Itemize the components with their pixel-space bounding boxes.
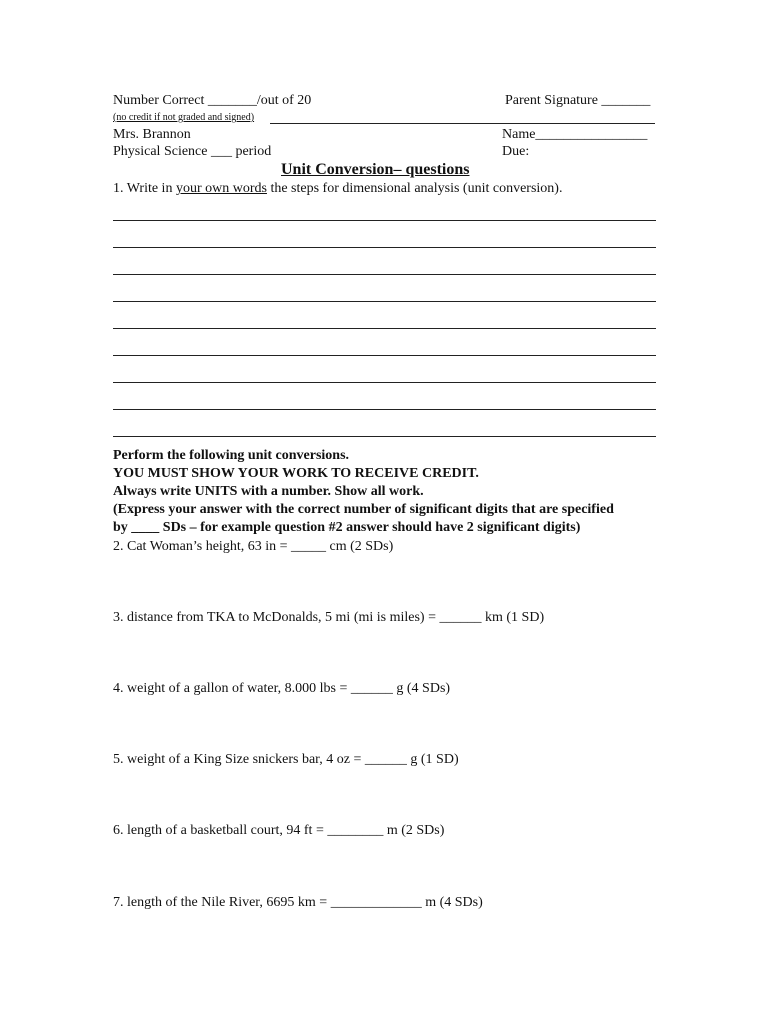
question-4: 4. weight of a gallon of water, 8.000 lbs = ______ g (4 SDs): [113, 681, 451, 696]
answer-line: [113, 382, 656, 383]
answer-line: [113, 247, 656, 248]
class-period: Physical Science ___ period: [113, 144, 272, 159]
answer-line: [113, 409, 656, 410]
question-6: 6. length of a basketball court, 94 ft = ________ m (2 SDs): [113, 823, 445, 838]
no-credit-note: (no credit if not graded and signed): [113, 112, 255, 123]
due-label: Due:: [502, 144, 530, 159]
question-5: 5. weight of a King Size snickers bar, 4 oz = ______ g (1 SD): [113, 752, 459, 767]
teacher-name: Mrs. Brannon: [113, 127, 191, 142]
question-7: 7. length of the Nile River, 6695 km = _____________ m (4 SDs): [113, 895, 483, 910]
page-title: Unit Conversion– questions: [281, 161, 470, 178]
parent-signature-label: Parent Signature _______: [505, 93, 651, 108]
answer-line: [113, 274, 656, 275]
question-1-suffix: the steps for dimensional analysis (unit conversion).: [266, 181, 563, 196]
question-1: [113, 180, 562, 197]
instructions-line-2: YOU MUST SHOW YOUR WORK TO RECEIVE CREDIT.: [113, 466, 479, 481]
answer-line: [113, 220, 656, 221]
question-1-emphasis: your own words: [175, 181, 267, 196]
answer-line: [113, 301, 656, 302]
question-2: 2. Cat Woman’s height, 63 in = _____ cm (2 SDs): [113, 539, 394, 554]
answer-line: [113, 436, 656, 437]
student-name-field: Name________________: [502, 127, 648, 142]
question-3: 3. distance from TKA to McDonalds, 5 mi (mi is miles) = ______ km (1 SD): [113, 610, 545, 625]
answer-line: [113, 328, 656, 329]
instructions-line-1: Perform the following unit conversions.: [113, 448, 350, 463]
instructions-line-5: by ____ SDs – for example question #2 answer should have 2 significant digits): [113, 520, 581, 535]
answer-line: [113, 355, 656, 356]
instructions-line-4: (Express your answer with the correct number of significant digits that are specified: [113, 502, 614, 517]
instructions-line-3: Always write UNITS with a number. Show all work.: [113, 484, 424, 499]
header-divider: [270, 123, 655, 124]
number-correct-label: Number Correct _______/out of 20: [113, 93, 312, 108]
question-1-prefix: 1. Write in: [113, 181, 176, 196]
